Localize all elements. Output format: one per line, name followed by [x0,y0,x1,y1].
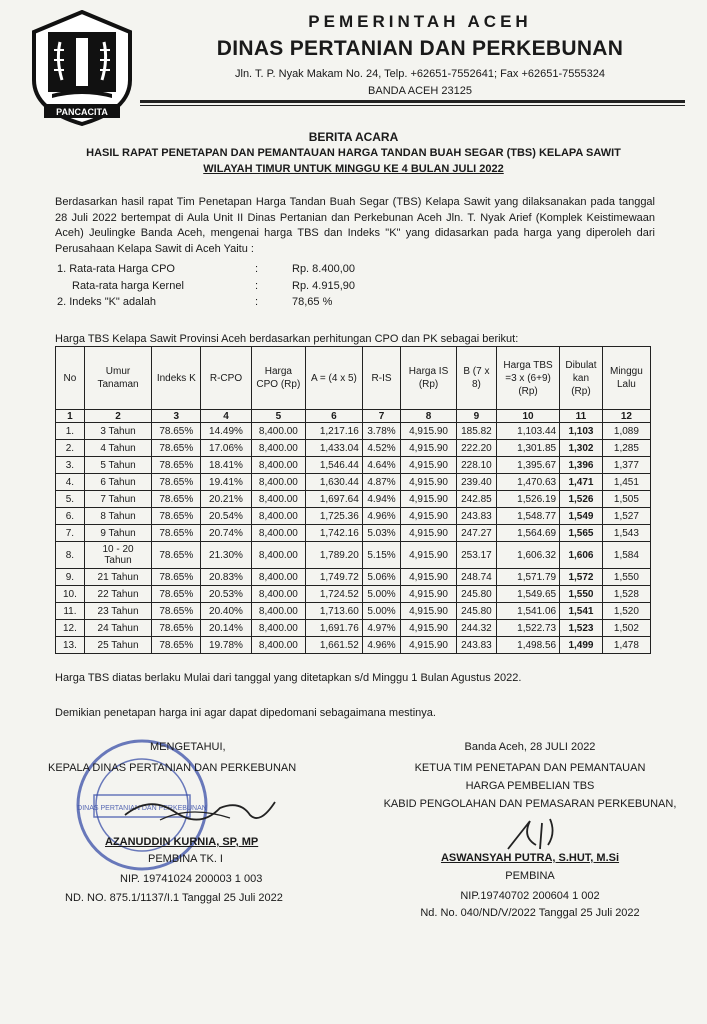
right-signature [500,815,580,855]
table-cell: 3 Tahun [84,423,151,440]
table-cell: 78.65% [152,474,201,491]
department-address: Jln. T. P. Nyak Makam No. 24, Telp. +62651-7552641; Fax +62651-7555324 [235,68,605,80]
table-cell: 1,451 [602,474,650,491]
table-cell: 20.21% [201,491,251,508]
table-cell: 1,572 [560,569,603,586]
param-k-index-label: 2. Indeks "K" adalah [57,296,156,308]
right-signatory-name: ASWANSYAH PUTRA, S.HUT, M.Si [440,852,620,864]
column-header: Indeks K [152,347,201,410]
column-number: 1 [56,410,85,423]
government-name: PEMERINTAH ACEH [308,12,532,31]
table-cell: 20.54% [201,508,251,525]
table-cell: 78.65% [152,586,201,603]
table-cell: 8,400.00 [251,457,306,474]
column-header: R-IS [362,347,400,410]
table-cell: 20.53% [201,586,251,603]
table-row [56,525,651,542]
table-cell: 21.30% [201,542,251,569]
table-cell: 1,377 [602,457,650,474]
table-cell: 3.78% [362,423,400,440]
table-cell: 1,527 [602,508,650,525]
closing-note: Demikian penetapan harga ini agar dapat dipedomani sebagaimana mestinya. [55,707,436,719]
column-number: 5 [251,410,306,423]
table-cell: 1,564.69 [497,525,560,542]
table-cell: 243.83 [456,637,496,654]
table-cell: 4,915.90 [401,440,457,457]
table-cell: 8,400.00 [251,474,306,491]
table-row [56,542,651,569]
table-cell: 5. [56,491,85,508]
department-city: BANDA ACEH 23125 [368,85,472,97]
table-cell: 78.65% [152,423,201,440]
param-cpo-sep: : [255,263,259,275]
table-row [56,586,651,603]
table-cell: 1,550 [602,569,650,586]
table-cell: 78.65% [152,491,201,508]
param-kernel-value: Rp. 4.915,90 [292,280,355,292]
validity-note: Harga TBS diatas berlaku Mulai dari tanggal yang ditetapkan s/d Minggu 1 Bulan Agustus 2022. [55,672,522,684]
table-cell: 5.00% [362,586,400,603]
table-cell: 1,396 [560,457,603,474]
stamp-text: DINAS PERTANIAN DAN PERKEBUNAN [77,805,207,812]
table-cell: 248.74 [456,569,496,586]
table-cell: 5.03% [362,525,400,542]
document-subtitle: HASIL RAPAT PENETAPAN DAN PEMANTAUAN HARGA TANDAN BUAH SEGAR (TBS) KELAPA SAWIT [86,147,621,159]
right-line-2: HARGA PEMBELIAN TBS [465,780,595,792]
column-header: Harga TBS =3 x (6+9) (Rp) [497,347,560,410]
table-cell: 12. [56,620,85,637]
table-cell: 20.74% [201,525,251,542]
table-cell: 245.80 [456,603,496,620]
table-cell: 4,915.90 [401,423,457,440]
table-caption: Harga TBS Kelapa Sawit Provinsi Aceh berdasarkan perhitungan CPO dan PK sebagai berikut: [55,333,519,345]
table-cell: 4,915.90 [401,603,457,620]
column-number: 7 [362,410,400,423]
table-cell: 4 Tahun [84,440,151,457]
table-cell: 13. [56,637,85,654]
param-cpo-label: 1. Rata-rata Harga CPO [57,263,175,275]
table-cell: 8. [56,542,85,569]
table-cell: 19.41% [201,474,251,491]
left-signature [120,790,280,830]
table-cell: 10. [56,586,85,603]
table-cell: 18.41% [201,457,251,474]
left-signatory-rank: PEMBINA TK. I [148,853,223,865]
table-cell: 1,549 [560,508,603,525]
table-cell: 78.65% [152,603,201,620]
column-number: 11 [560,410,603,423]
table-cell: 78.65% [152,569,201,586]
param-k-index-value: 78,65 % [292,296,333,308]
table-cell: 1,498.56 [497,637,560,654]
table-cell: 1,541 [560,603,603,620]
table-cell: 1,470.63 [497,474,560,491]
table-cell: 78.65% [152,525,201,542]
table-cell: 8,400.00 [251,637,306,654]
table-cell: 1,499 [560,637,603,654]
table-cell: 244.32 [456,620,496,637]
column-header: Umur Tanaman [84,347,151,410]
column-header: Minggu Lalu [602,347,650,410]
table-cell: 1,089 [602,423,650,440]
left-signatory-name: AZANUDDIN KURNIA, SP, MP [105,836,259,848]
table-cell: 78.65% [152,542,201,569]
table-cell: 23 Tahun [84,603,151,620]
table-cell: 4,915.90 [401,525,457,542]
table-cell: 19.78% [201,637,251,654]
table-cell: 8,400.00 [251,542,306,569]
table-cell: 4.52% [362,440,400,457]
table-cell: 3. [56,457,85,474]
table-cell: 1,546.44 [306,457,363,474]
table-cell: 1,505 [602,491,650,508]
table-cell: 78.65% [152,457,201,474]
table-cell: 1,697.64 [306,491,363,508]
table-cell: 4,915.90 [401,620,457,637]
table-cell: 1,433.04 [306,440,363,457]
table-cell: 2. [56,440,85,457]
table-cell: 4,915.90 [401,474,457,491]
table-cell: 20.14% [201,620,251,637]
column-header: B (7 x 8) [456,347,496,410]
table-cell: 4. [56,474,85,491]
table-cell: 1,217.16 [306,423,363,440]
table-cell: 1,543 [602,525,650,542]
column-number: 12 [602,410,650,423]
document-title: BERITA ACARA [308,130,399,144]
column-header: R-CPO [201,347,251,410]
table-cell: 1,471 [560,474,603,491]
table-cell: 17.06% [201,440,251,457]
intro-paragraph: Berdasarkan hasil rapat Tim Penetapan Harga Tandan Buah Segar (TBS) Kelapa Sawit yang dilaksanakan pada tanggal 28 Juli 2022 bertempat di Aula Unit II Dinas Pertanian dan Perkebunan Aceh Jln. T. Nyak Arief (Komplek Keistimewaan Aceh) Jeulingke Banda Aceh, mengenai harga TBS dan Indeks "K" yang didasarkan pada harga yang diperoleh dari Perusahaan Kelapa Sawit di Aceh Yaitu : [55,196,655,255]
table-cell: 1,395.67 [497,457,560,474]
table-cell: 4,915.90 [401,637,457,654]
table-cell: 5.06% [362,569,400,586]
table-cell: 4.94% [362,491,400,508]
table-cell: 4,915.90 [401,508,457,525]
column-number: 2 [84,410,151,423]
table-cell: 1,103.44 [497,423,560,440]
table-cell: 1,301.85 [497,440,560,457]
table-cell: 4,915.90 [401,569,457,586]
column-header: Harga IS (Rp) [401,347,457,410]
table-cell: 4.87% [362,474,400,491]
param-kernel-sep: : [255,280,259,292]
table-cell: 243.83 [456,508,496,525]
table-cell: 1,691.76 [306,620,363,637]
table-cell: 4,915.90 [401,542,457,569]
department-name: DINAS PERTANIAN DAN PERKEBUNAN [216,37,624,60]
table-cell: 4,915.90 [401,457,457,474]
right-signatory-nip: NIP.19740702 200604 1 002 [460,890,600,902]
right-line-1: KETUA TIM PENETAPAN DAN PEMANTAUAN [414,762,646,774]
table-cell: 5 Tahun [84,457,151,474]
table-cell: 5.00% [362,603,400,620]
param-k-index-sep: : [255,296,259,308]
table-cell: 14.49% [201,423,251,440]
table-row [56,620,651,637]
table-cell: 7 Tahun [84,491,151,508]
table-row [56,637,651,654]
table-cell: 8,400.00 [251,603,306,620]
table-cell: 1,606 [560,542,603,569]
column-header: No [56,347,85,410]
table-cell: 1,571.79 [497,569,560,586]
table-cell: 6. [56,508,85,525]
table-cell: 1,549.65 [497,586,560,603]
column-header: Harga CPO (Rp) [251,347,306,410]
table-cell: 1,103 [560,423,603,440]
left-position: KEPALA DINAS PERTANIAN DAN PERKEBUNAN [48,762,297,774]
table-cell: 4,915.90 [401,586,457,603]
table-cell: 253.17 [456,542,496,569]
table-cell: 247.27 [456,525,496,542]
table-cell: 1,749.72 [306,569,363,586]
table-cell: 78.65% [152,440,201,457]
table-cell: 1,285 [602,440,650,457]
left-acknowledge: MENGETAHUI, [150,741,226,753]
table-cell: 185.82 [456,423,496,440]
table-cell: 1,742.16 [306,525,363,542]
table-cell: 1,502 [602,620,650,637]
table-cell: 8,400.00 [251,569,306,586]
table-cell: 4.96% [362,637,400,654]
table-cell: 8,400.00 [251,508,306,525]
column-header: A = (4 x 5) [306,347,363,410]
table-row [56,457,651,474]
table-cell: 20.40% [201,603,251,620]
table-cell: 20.83% [201,569,251,586]
table-cell: 22 Tahun [84,586,151,603]
column-number: 3 [152,410,201,423]
right-place-date: Banda Aceh, 28 JULI 2022 [464,741,596,753]
table-cell: 1,541.06 [497,603,560,620]
table-cell: 1,661.52 [306,637,363,654]
table-cell: 4,915.90 [401,491,457,508]
column-header: Dibulat kan (Rp) [560,347,603,410]
table-cell: 21 Tahun [84,569,151,586]
table-cell: 1,302 [560,440,603,457]
table-cell: 4.97% [362,620,400,637]
table-cell: 7. [56,525,85,542]
left-signatory-nip: NIP. 19741024 200003 1 003 [120,873,263,885]
table-cell: 1,550 [560,586,603,603]
table-cell: 1,523 [560,620,603,637]
table-cell: 1,725.36 [306,508,363,525]
table-cell: 1,606.32 [497,542,560,569]
table-cell: 8,400.00 [251,423,306,440]
document-period: WILAYAH TIMUR UNTUK MINGGU KE 4 BULAN JULI 2022 [203,163,504,175]
table-cell: 245.80 [456,586,496,603]
table-row [56,603,651,620]
table-cell: 4.96% [362,508,400,525]
table-cell: 242.85 [456,491,496,508]
table-row [56,508,651,525]
table-cell: 25 Tahun [84,637,151,654]
table-cell: 222.20 [456,440,496,457]
table-cell: 1,528 [602,586,650,603]
table-cell: 78.65% [152,508,201,525]
table-row [56,423,651,440]
table-cell: 239.40 [456,474,496,491]
table-cell: 1,584 [602,542,650,569]
table-cell: 6 Tahun [84,474,151,491]
table-cell: 8,400.00 [251,620,306,637]
table-cell: 10 - 20 Tahun [84,542,151,569]
column-number: 4 [201,410,251,423]
right-signatory-decree: Nd. No. 040/ND/V/2022 Tanggal 25 Juli 2022 [420,907,640,919]
table-cell: 1,526 [560,491,603,508]
table-cell: 1,526.19 [497,491,560,508]
table-cell: 1,548.77 [497,508,560,525]
right-line-3: KABID PENGOLAHAN DAN PEMASARAN PERKEBUNAN, [383,798,677,810]
column-number: 8 [401,410,457,423]
logo-label: PANCACITA [56,107,108,117]
table-cell: 1,630.44 [306,474,363,491]
column-number: 10 [497,410,560,423]
tbs-price-table [55,346,651,654]
table-cell: 228.10 [456,457,496,474]
table-cell: 1,713.60 [306,603,363,620]
column-number: 6 [306,410,363,423]
table-cell: 8 Tahun [84,508,151,525]
table-cell: 8,400.00 [251,586,306,603]
table-cell: 1,565 [560,525,603,542]
column-number-row [56,410,651,423]
table-cell: 11. [56,603,85,620]
right-signatory-rank: PEMBINA [505,870,555,882]
table-row [56,491,651,508]
table-cell: 78.65% [152,620,201,637]
table-cell: 8,400.00 [251,525,306,542]
table-cell: 8,400.00 [251,491,306,508]
param-cpo-value: Rp. 8.400,00 [292,263,355,275]
table-cell: 1. [56,423,85,440]
table-cell: 5.15% [362,542,400,569]
table-cell: 9 Tahun [84,525,151,542]
table-cell: 9. [56,569,85,586]
aceh-emblem-logo [30,10,134,126]
letterhead-divider-thick [140,100,685,103]
table-cell: 8,400.00 [251,440,306,457]
column-number: 9 [456,410,496,423]
table-row [56,440,651,457]
table-cell: 78.65% [152,637,201,654]
table-cell: 4.64% [362,457,400,474]
table-row [56,474,651,491]
left-signatory-decree: ND. NO. 875.1/1137/I.1 Tanggal 25 Juli 2022 [65,892,283,904]
table-cell: 1,478 [602,637,650,654]
letterhead-divider-thin [140,105,685,106]
table-cell: 24 Tahun [84,620,151,637]
table-cell: 1,522.73 [497,620,560,637]
param-kernel-label: Rata-rata harga Kernel [72,280,184,292]
table-cell: 1,789.20 [306,542,363,569]
table-header-row [56,347,651,410]
table-cell: 1,724.52 [306,586,363,603]
table-cell: 1,520 [602,603,650,620]
table-row [56,569,651,586]
